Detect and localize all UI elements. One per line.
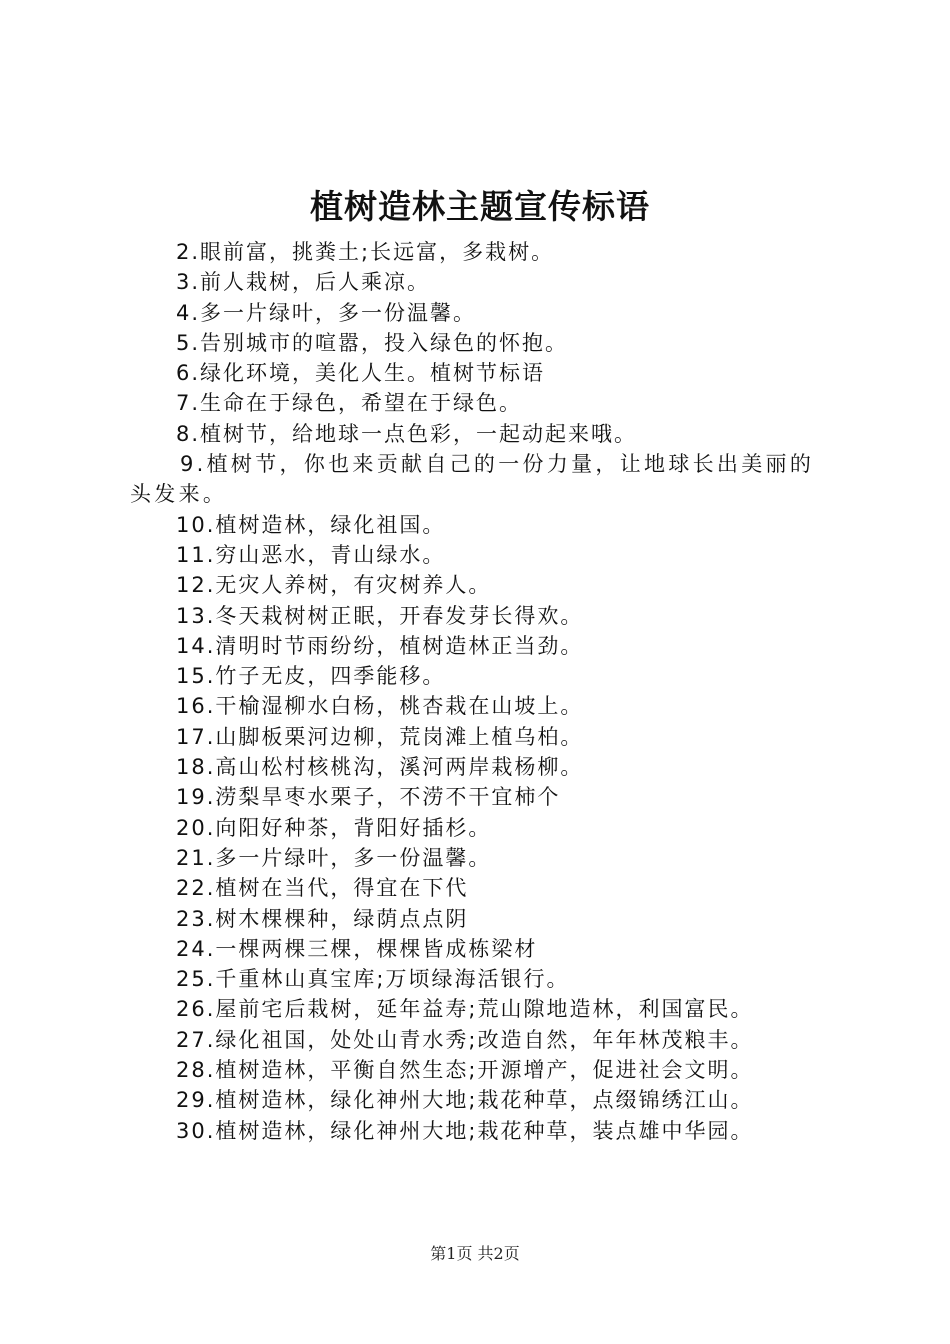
list-item: 27.绿化祖国，处处山青水秀;改造自然，年年林茂粮丰。 [176,1027,754,1052]
list-item: 15.竹子无皮，四季能移。 [176,664,446,689]
list-item: 28.植树造林，平衡自然生态;开源增产，促进社会文明。 [176,1058,754,1083]
list-item: 21.多一片绿叶，多一份温馨。 [176,845,492,870]
list-item: 22.植树在当代，得宜在下代 [176,876,469,901]
list-item: 4.多一片绿叶，多一份温馨。 [176,300,477,325]
page-number-footer: 第1页 共2页 [430,1244,520,1263]
list-item: 14.清明时节雨纷纷，植树造林正当劲。 [176,633,584,658]
list-item: 17.山脚板栗河边柳，荒岗滩上植乌柏。 [176,724,584,749]
list-item: 30.植树造林，绿化神州大地;栽花种草，装点雄中华园。 [176,1118,754,1143]
slogan-list [130,237,830,1146]
document-title: 植树造林主题宣传标语 [310,187,650,226]
list-item: 29.植树造林，绿化神州大地;栽花种草，点缀锦绣江山。 [176,1088,754,1113]
list-item: 5.告别城市的喧嚣，投入绿色的怀抱。 [176,330,569,355]
list-item: 11.穷山恶水，青山绿水。 [176,542,446,567]
list-item: 10.植树造林，绿化祖国。 [176,512,446,537]
list-item: 6.绿化环境，美化人生。植树节标语 [176,361,546,386]
list-item: 13.冬天栽树树正眠，开春发芽长得欢。 [176,603,584,628]
list-item: 23.树木棵棵种，绿荫点点阴 [176,906,469,931]
list-item: 12.无灾人养树，有灾树养人。 [176,573,492,598]
list-item: 25.千重林山真宝库;万顷绿海活银行。 [176,967,570,992]
list-item: 9.植树节，你也来贡献自己的一份力量，让地球长出美丽的头发来。 [130,452,815,507]
list-item: 8.植树节，给地球一点色彩，一起动起来哦。 [176,421,638,446]
list-item: 3.前人栽树，后人乘凉。 [176,270,431,295]
list-item: 26.屋前宅后栽树，延年益寿;荒山隙地造林，利国富民。 [176,997,754,1022]
list-item: 19.涝梨旱枣水栗子，不涝不干宜柿个 [176,785,561,810]
list-item: 16.干榆湿柳水白杨，桃杏栽在山坡上。 [176,694,584,719]
list-item: 18.高山松村核桃沟，溪河两岸栽杨柳。 [176,755,584,780]
list-item: 7.生命在于绿色，希望在于绿色。 [176,391,523,416]
list-item: 24.一棵两棵三棵，棵棵皆成栋梁材 [176,936,538,961]
list-item: 2.眼前富，挑粪土;长远富，多栽树。 [176,240,555,264]
list-item: 20.向阳好种茶，背阳好插杉。 [176,815,492,840]
